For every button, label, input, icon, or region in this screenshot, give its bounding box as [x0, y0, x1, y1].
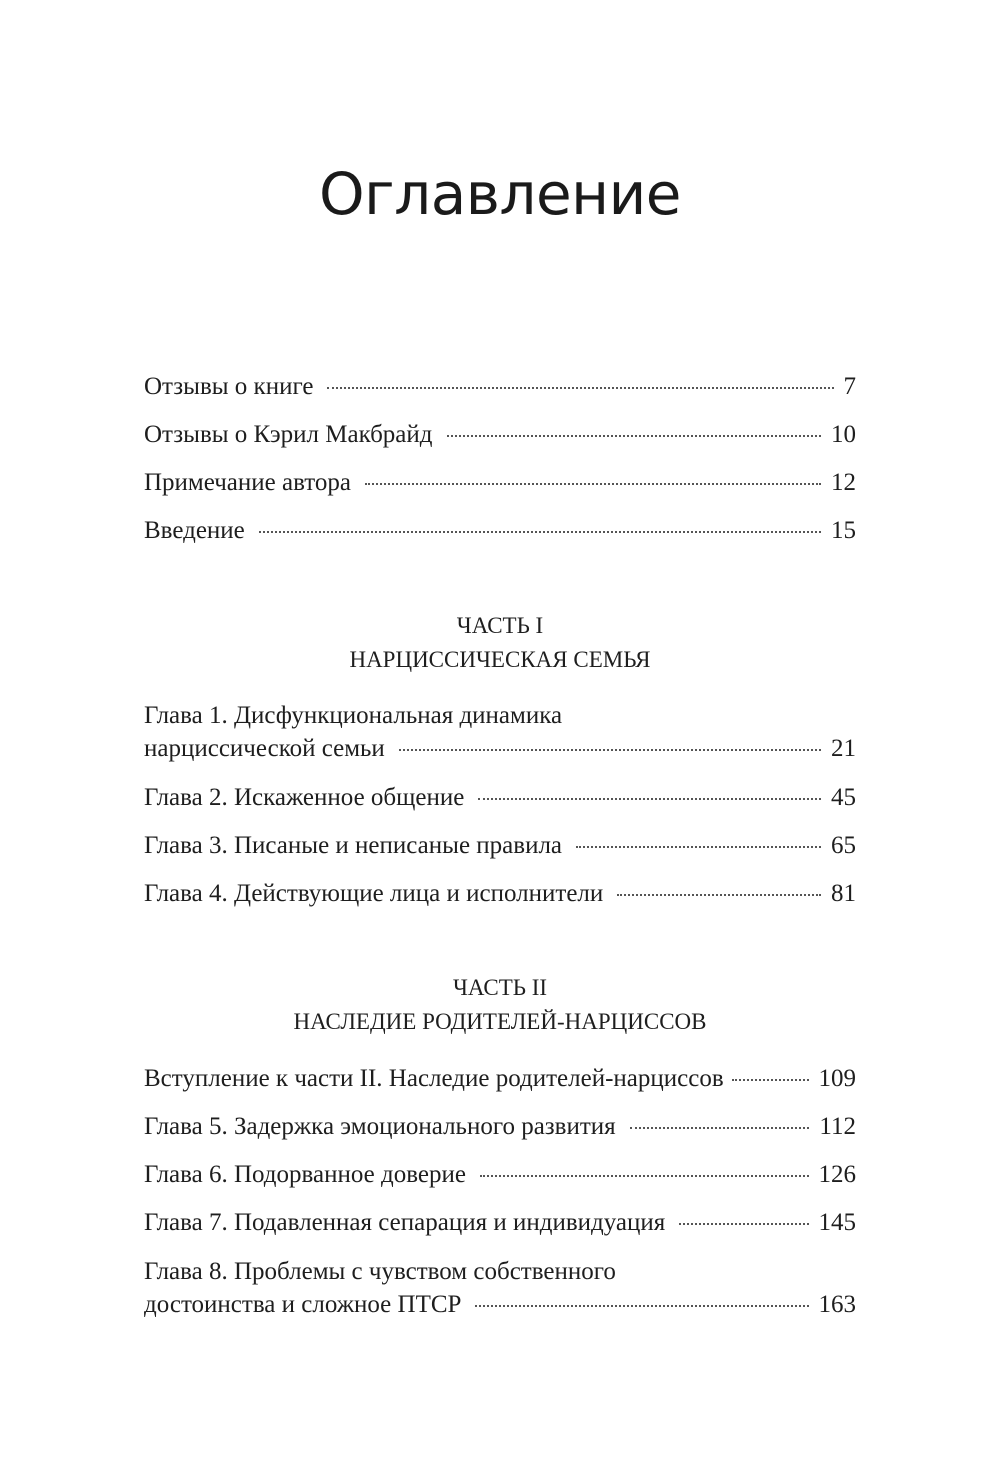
dot-leader: [679, 1223, 808, 1225]
part-1-label: ЧАСТЬ I: [456, 613, 544, 638]
toc-entry-chapter-4[interactable]: [144, 877, 856, 910]
dot-leader: [475, 1305, 808, 1307]
toc-entry-title: Глава 3. Писаные и неписаные правила: [144, 832, 563, 859]
toc-entry-title: Примечание автора: [144, 469, 351, 496]
dot-leader: [732, 1079, 809, 1081]
toc-entry-title: Вступление к части II. Наследие родителей-нарциссов: [144, 1065, 724, 1092]
part-2-title: НАСЛЕДИЕ РОДИТЕЛЕЙ-НАРЦИССОВ: [293, 1009, 707, 1034]
dot-leader: [478, 798, 821, 800]
toc-entry-title: Отзывы о книге: [144, 373, 314, 400]
toc-entry-page: 12: [831, 469, 856, 496]
toc-entry-page: 163: [818, 1291, 856, 1318]
toc-entry-chapter-8[interactable]: [144, 1255, 856, 1321]
toc-entry-page: 109: [818, 1065, 856, 1092]
part-1-heading: [0, 609, 1000, 677]
dot-leader: [617, 894, 821, 896]
toc-entry-chapter-6[interactable]: [144, 1158, 856, 1191]
toc-entry-page: 7: [843, 373, 856, 400]
toc-entry-page: 81: [831, 880, 856, 907]
toc-entry-chapter-2[interactable]: [144, 781, 856, 814]
toc-entry-title-line1: Глава 8. Проблемы с чувством собственного: [144, 1258, 616, 1285]
toc-entry-title: Отзывы о Кэрил Макбрайд: [144, 421, 433, 448]
toc-entry-page: 45: [831, 784, 856, 811]
toc-entry-title: Введение: [144, 517, 245, 544]
toc-entry-author-note[interactable]: [144, 466, 856, 499]
dot-leader: [399, 749, 821, 751]
toc-entry-page: 65: [831, 832, 856, 859]
toc-entry-chapter-3[interactable]: [144, 829, 856, 862]
toc-entry-page: 21: [831, 735, 856, 762]
toc-entry-title: нарциссической семьи: [144, 735, 385, 762]
toc-entry-introduction[interactable]: [144, 514, 856, 547]
toc-entry-title: достоинства и сложное ПТСР: [144, 1291, 462, 1318]
toc-entry-chapter-1[interactable]: [144, 699, 856, 765]
toc-entry-title-line1: Глава 1. Дисфункциональная динамика: [144, 702, 563, 729]
dot-leader: [447, 435, 821, 437]
toc-entry-title: Глава 5. Задержка эмоционального развития: [144, 1113, 616, 1140]
toc-entry-page: 10: [831, 421, 856, 448]
page-title: Оглавление: [319, 160, 681, 228]
part-2-label: ЧАСТЬ II: [452, 975, 548, 1000]
toc-entry-page: 126: [818, 1161, 856, 1188]
toc-entry-page: 145: [818, 1209, 856, 1236]
toc-entry-chapter-7[interactable]: [144, 1206, 856, 1239]
toc-entry-title: Глава 7. Подавленная сепарация и индивидуация: [144, 1209, 666, 1236]
toc-entry-page: 112: [819, 1113, 856, 1140]
toc-entry-title: Глава 2. Искаженное общение: [144, 784, 465, 811]
toc-entry-title: Глава 6. Подорванное доверие: [144, 1161, 466, 1188]
dot-leader: [327, 387, 833, 389]
toc-entry-reviews-book[interactable]: [144, 370, 856, 403]
toc-entry-part2-intro[interactable]: [144, 1062, 856, 1095]
toc-entry-page: 15: [831, 517, 856, 544]
toc-entry-reviews-author[interactable]: [144, 418, 856, 451]
dot-leader: [259, 531, 821, 533]
dot-leader: [365, 483, 821, 485]
part-2-heading: [0, 971, 1000, 1039]
dot-leader: [576, 846, 821, 848]
part-1-title: НАРЦИССИЧЕСКАЯ СЕМЬЯ: [349, 647, 651, 672]
toc-entry-chapter-5[interactable]: [144, 1110, 856, 1143]
dot-leader: [480, 1175, 809, 1177]
dot-leader: [630, 1127, 810, 1129]
toc-entry-title: Глава 4. Действующие лица и исполнители: [144, 880, 604, 907]
